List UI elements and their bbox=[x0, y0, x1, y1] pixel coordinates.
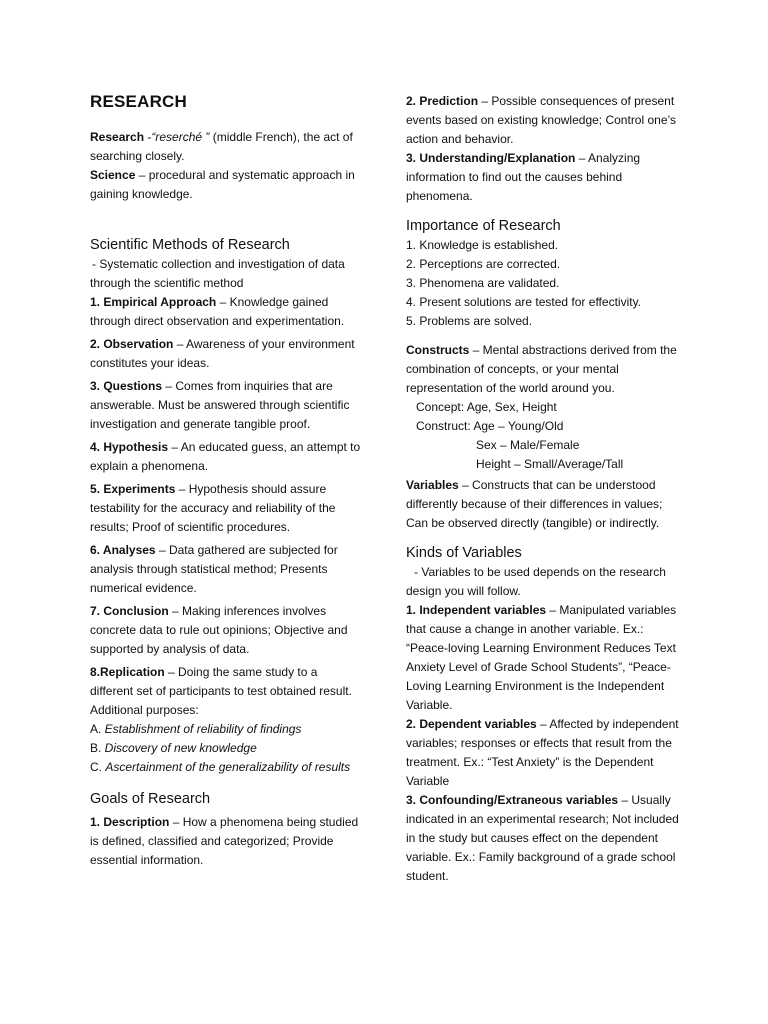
variable-kind-item: 3. Confounding/Extraneous variables – Usually indicated in an experimental research; Not included in the study but causes effect on the dependent variable. Ex.: Family background of a grade school student. bbox=[406, 793, 679, 883]
goal-item: 3. Understanding/Explanation – Analyzing information to find out the causes behind phenomena. bbox=[406, 151, 641, 203]
goal-item: 1. Description – How a phenomena being studied is defined, classified and categorized; Provide essential information. bbox=[90, 815, 359, 867]
purpose-item: A. Establishment of reliability of findings bbox=[90, 722, 302, 736]
kinds-heading: Kinds of Variables bbox=[406, 545, 522, 561]
method-item: 1. Empirical Approach – Knowledge gained through direct observation and experimentation. bbox=[90, 295, 345, 328]
science-term: Science bbox=[90, 168, 136, 182]
purpose-item: B. Discovery of new knowledge bbox=[90, 741, 257, 755]
method-item: 3. Questions – Comes from inquiries that are answerable. Must be answered through scientific investigation and generate tangible proof. bbox=[90, 379, 350, 431]
constructs-definition: Constructs – Mental abstractions derived from the combination of concepts, or your mental representation of the world around you. bbox=[406, 343, 677, 395]
method-item: 6. Analyses – Data gathered are subjected for analysis through statistical method; Presents numerical evidence. bbox=[90, 543, 338, 595]
method-item: 7. Conclusion – Making inferences involves concrete data to rule out opinions; Objective and supported by analysis of data. bbox=[90, 604, 348, 656]
concept-line: Concept: Age, Sex, Height bbox=[416, 400, 557, 414]
goals-heading: Goals of Research bbox=[90, 791, 211, 807]
method-item: 2. Observation – Awareness of your environment constitutes your ideas. bbox=[90, 337, 355, 370]
method-item: 4. Hypothesis – An educated guess, an attempt to explain a phenomena. bbox=[90, 440, 361, 473]
scientific-methods-subtitle: - Systematic collection and investigation of data through the scientific method bbox=[90, 257, 345, 290]
purpose-item: C. Ascertainment of the generalizability of results bbox=[90, 760, 351, 774]
construct-sex-line: Sex – Male/Female bbox=[476, 438, 580, 452]
importance-heading: Importance of Research bbox=[406, 218, 561, 234]
research-term: Research bbox=[90, 130, 145, 144]
importance-item: 3. Phenomena are validated. bbox=[406, 276, 560, 290]
construct-height-line: Height – Small/Average/Tall bbox=[476, 457, 624, 471]
importance-item: 2. Perceptions are corrected. bbox=[406, 257, 561, 271]
method-item: 5. Experiments – Hypothesis should assure testability for the accuracy and reliability of the results; Proof of scientific procedures. bbox=[90, 482, 336, 534]
science-definition: Science – procedural and systematic approach in gaining knowledge. bbox=[90, 168, 355, 201]
kinds-subtitle: - Variables to be used depends on the research design you will follow. bbox=[406, 565, 666, 598]
variable-kind-item: 2. Dependent variables – Affected by independent variables; responses or effects that result from the treatment. Ex.: “Test Anxiety” is the Dependent Variable bbox=[406, 717, 679, 788]
variables-definition: Variables – Constructs that can be understood differently because of their differences in values; Can be observed directly (tangible) or indirectly. bbox=[406, 478, 663, 530]
goal-item: 2. Prediction – Possible consequences of present events based on existing knowledge; Control one’s action and behavior. bbox=[406, 94, 676, 146]
method-item: 8.Replication – Doing the same study to a different set of participants to test obtained result. Additional purposes: bbox=[90, 665, 352, 717]
construct-line: Construct: Age – Young/Old bbox=[416, 419, 564, 433]
importance-item: 1. Knowledge is established. bbox=[406, 238, 559, 252]
importance-item: 5. Problems are solved. bbox=[406, 314, 533, 328]
variable-kind-item: 1. Independent variables – Manipulated variables that cause a change in another variable. Ex.: “Peace-loving Learning Environment Reduces Text Anxiety Level of Grade School Students”, “Peace-Loving Learning Environment is the Independent Variable. bbox=[406, 603, 677, 712]
left-column bbox=[90, 92, 362, 870]
right-column bbox=[406, 92, 680, 886]
research-definition: Research -“reserché ” (middle French), the act of searching closely. bbox=[90, 130, 353, 163]
importance-item: 4. Present solutions are tested for effectivity. bbox=[406, 295, 642, 309]
document-title: RESEARCH bbox=[90, 92, 188, 111]
scientific-methods-heading: Scientific Methods of Research bbox=[90, 237, 290, 253]
